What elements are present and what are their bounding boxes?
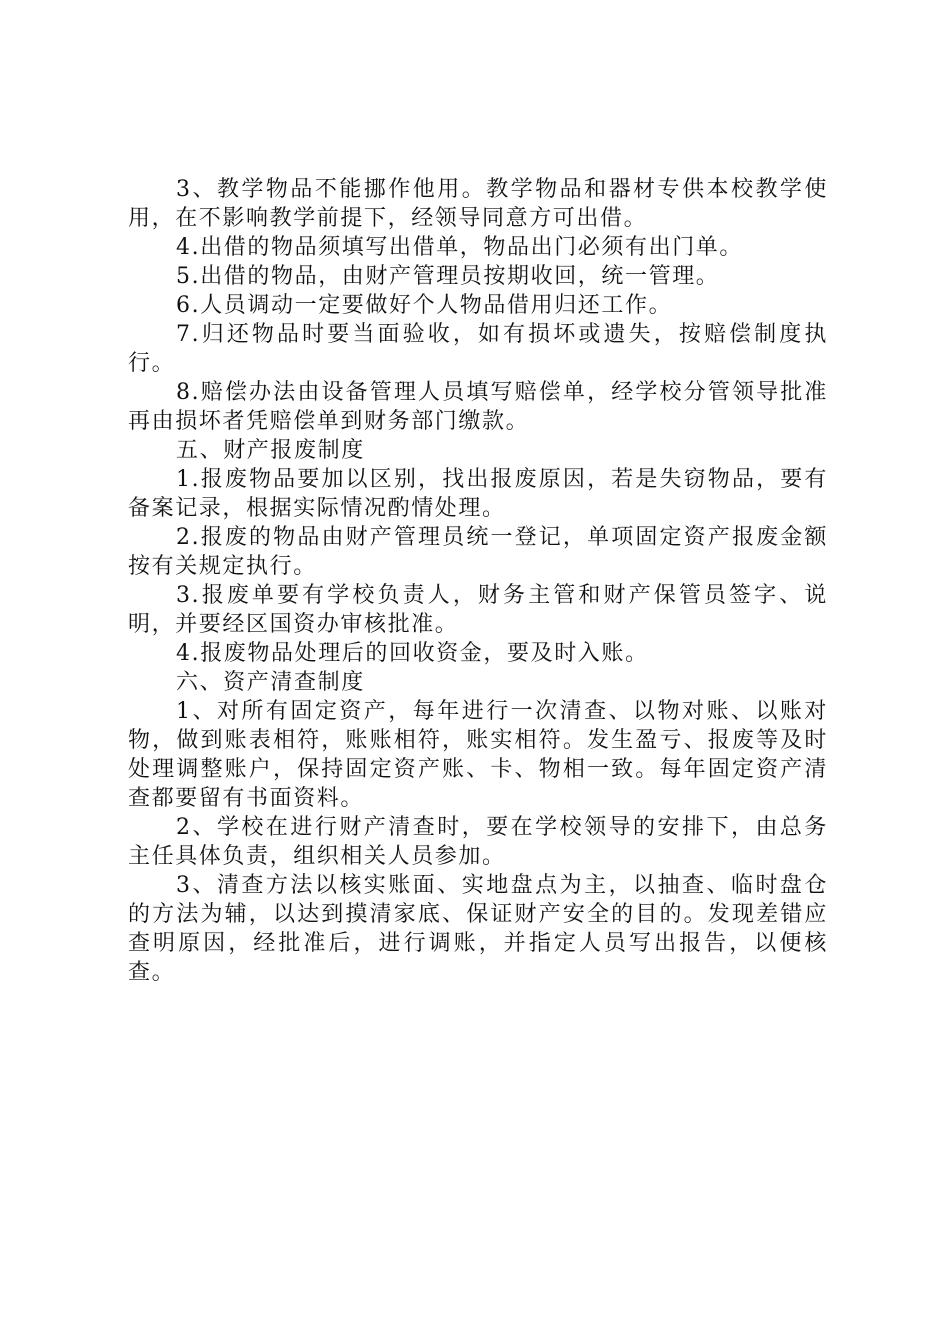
audit-item-1: 1、对所有固定资产，每年进行一次清查、以物对账、以账对物，做到账表相符，账账相符，账实相符。发生盈亏、报废等及时处理调整账户，保持固定资产账、卡、物相一致。每年固定资产清查都要留有书面资料。 bbox=[128, 699, 828, 811]
scrap-item-2: 2.报废的物品由财产管理员统一登记，单项固定资产报废金额按有关规定执行。 bbox=[128, 525, 828, 579]
audit-item-2: 2、学校在进行财产清查时，要在学校领导的安排下，由总务主任具体负责，组织相关人员参加。 bbox=[128, 815, 828, 869]
paragraph-item-4: 4.出借的物品须填写出借单，物品出门必须有出门单。 bbox=[176, 235, 743, 260]
paragraph-item-6: 6.人员调动一定要做好个人物品借用归还工作。 bbox=[176, 293, 673, 318]
section-heading-scrap: 五、财产报废制度 bbox=[176, 438, 365, 463]
paragraph-item-3: 3、教学物品不能挪作他用。教学物品和器材专供本校教学使用，在不影响教学前提下，经领导同意方可出借。 bbox=[128, 177, 828, 231]
paragraph-item-5: 5.出借的物品，由财产管理员按期收回，统一管理。 bbox=[176, 264, 720, 289]
section-heading-audit: 六、资产清查制度 bbox=[176, 670, 365, 695]
audit-item-3: 3、清查方法以核实账面、实地盘点为主，以抽查、临时盘仓的方法为辅，以达到摸清家底、保证财产安全的目的。发现差错应查明原因，经批准后，进行调账，并指定人员写出报告，以便核查。 bbox=[128, 873, 828, 985]
scrap-item-1: 1.报废物品要加以区别，找出报废原因，若是失窃物品，要有备案记录，根据实际情况酌情处理。 bbox=[128, 467, 828, 521]
document-body bbox=[128, 175, 828, 987]
paragraph-item-8: 8.赔偿办法由设备管理人员填写赔偿单，经学校分管领导批准再由损坏者凭赔偿单到财务部门缴款。 bbox=[128, 380, 828, 434]
scrap-item-3: 3.报废单要有学校负责人，财务主管和财产保管员签字、说明，并要经区国资办审核批准。 bbox=[128, 583, 828, 637]
scrap-item-4: 4.报废物品处理后的回收资金，要及时入账。 bbox=[176, 641, 649, 666]
paragraph-item-7: 7.归还物品时要当面验收，如有损坏或遗失，按赔偿制度执行。 bbox=[128, 322, 828, 376]
